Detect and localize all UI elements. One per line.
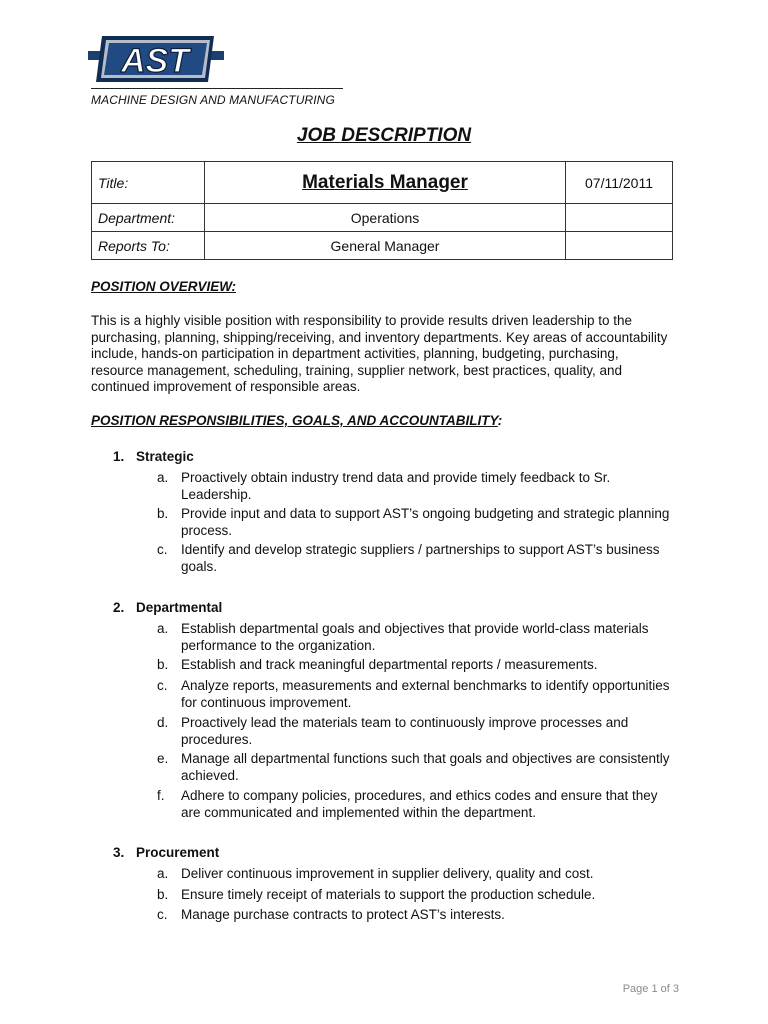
item-marker: a.	[157, 866, 169, 881]
group-heading-departmental	[113, 600, 222, 615]
title-label: Title:	[92, 162, 205, 204]
logo-text: AST	[121, 42, 189, 80]
list-item	[157, 621, 677, 654]
item-text: Identify and develop strategic suppliers / partnerships to support AST’s business goals.	[181, 542, 660, 574]
list-item	[157, 715, 677, 748]
overview-heading	[91, 279, 236, 294]
group-title: Procurement	[136, 845, 220, 860]
responsibilities-heading-text: POSITION RESPONSIBILITIES, GOALS, AND ACCOUNTABILITY	[91, 413, 498, 428]
title-value-cell	[205, 162, 566, 204]
list-item	[157, 866, 677, 883]
group-number: 2.	[113, 600, 125, 615]
item-marker: a.	[157, 621, 169, 636]
group-number: 1.	[113, 449, 125, 464]
document-title: JOB DESCRIPTION	[296, 125, 472, 146]
company-tagline: MACHINE DESIGN AND MANUFACTURING	[91, 93, 335, 107]
group-heading-procurement	[113, 845, 219, 860]
header-rule	[91, 88, 343, 89]
item-text: Analyze reports, measurements and external benchmarks to identify opportunities for continuous improvement.	[181, 678, 670, 710]
list-item	[157, 788, 677, 821]
department-label: Department:	[92, 204, 205, 232]
item-text: Deliver continuous improvement in supplier delivery, quality and cost.	[181, 866, 594, 881]
group-title: Strategic	[136, 449, 194, 464]
item-text: Manage all departmental functions such that goals and objectives are consistently achieved.	[181, 751, 670, 783]
item-text: Proactively lead the materials team to continuously improve processes and procedures.	[181, 715, 629, 747]
item-marker: b.	[157, 506, 169, 521]
list-item	[157, 542, 677, 575]
table-row	[92, 204, 673, 232]
group-title: Departmental	[136, 600, 223, 615]
group-number: 3.	[113, 845, 125, 860]
item-marker: a.	[157, 470, 169, 485]
item-text: Adhere to company policies, procedures, and ethics codes and ensure that they are communicated and implemented within the department.	[181, 788, 658, 820]
item-marker: b.	[157, 657, 169, 672]
reports-to-value: General Manager	[205, 232, 566, 260]
list-item	[157, 751, 677, 784]
list-item	[157, 506, 677, 539]
list-item	[157, 907, 677, 924]
item-marker: e.	[157, 751, 169, 766]
list-item	[157, 678, 677, 711]
responsibilities-heading-colon: :	[497, 413, 503, 428]
department-value: Operations	[205, 204, 566, 232]
item-text: Establish departmental goals and objectives that provide world-class materials performance to the organization.	[181, 621, 649, 653]
job-info-table	[91, 161, 673, 260]
list-item	[157, 887, 677, 904]
job-title: Materials Manager	[302, 171, 468, 193]
item-marker: c.	[157, 678, 168, 693]
item-marker: f.	[157, 788, 165, 803]
list-item	[157, 657, 677, 674]
item-marker: c.	[157, 907, 168, 922]
table-row	[92, 162, 673, 204]
item-marker: c.	[157, 542, 168, 557]
empty-cell	[566, 204, 673, 232]
responsibilities-heading	[91, 413, 502, 428]
company-logo	[88, 30, 224, 86]
item-text: Manage purchase contracts to protect AST’s interests.	[181, 907, 505, 922]
reports-to-label: Reports To:	[92, 232, 205, 260]
item-text: Establish and track meaningful departmental reports / measurements.	[181, 657, 598, 672]
item-marker: b.	[157, 887, 169, 902]
table-row	[92, 232, 673, 260]
overview-text: This is a highly visible position with responsibility to provide results driven leadership to the purchasing, planning, shipping/receiving, and inventory departments. Key areas of accountability include, hands-on participation in department activities, planning, budgeting, purchasing, resource management, scheduling, training, supplier network, best practices, quality, and continued improvement of responsible areas.	[91, 313, 668, 395]
list-item	[157, 470, 677, 503]
item-text: Provide input and data to support AST’s ongoing budgeting and strategic planning process.	[181, 506, 670, 538]
empty-cell	[566, 232, 673, 260]
group-heading-strategic	[113, 449, 194, 464]
item-marker: d.	[157, 715, 169, 730]
page-number: Page 1 of 3	[622, 983, 679, 995]
document-date: 07/11/2011	[566, 162, 673, 204]
item-text: Ensure timely receipt of materials to support the production schedule.	[181, 887, 596, 902]
item-text: Proactively obtain industry trend data and provide timely feedback to Sr. Leadership.	[181, 470, 611, 502]
overview-heading-text: POSITION OVERVIEW:	[91, 279, 237, 294]
